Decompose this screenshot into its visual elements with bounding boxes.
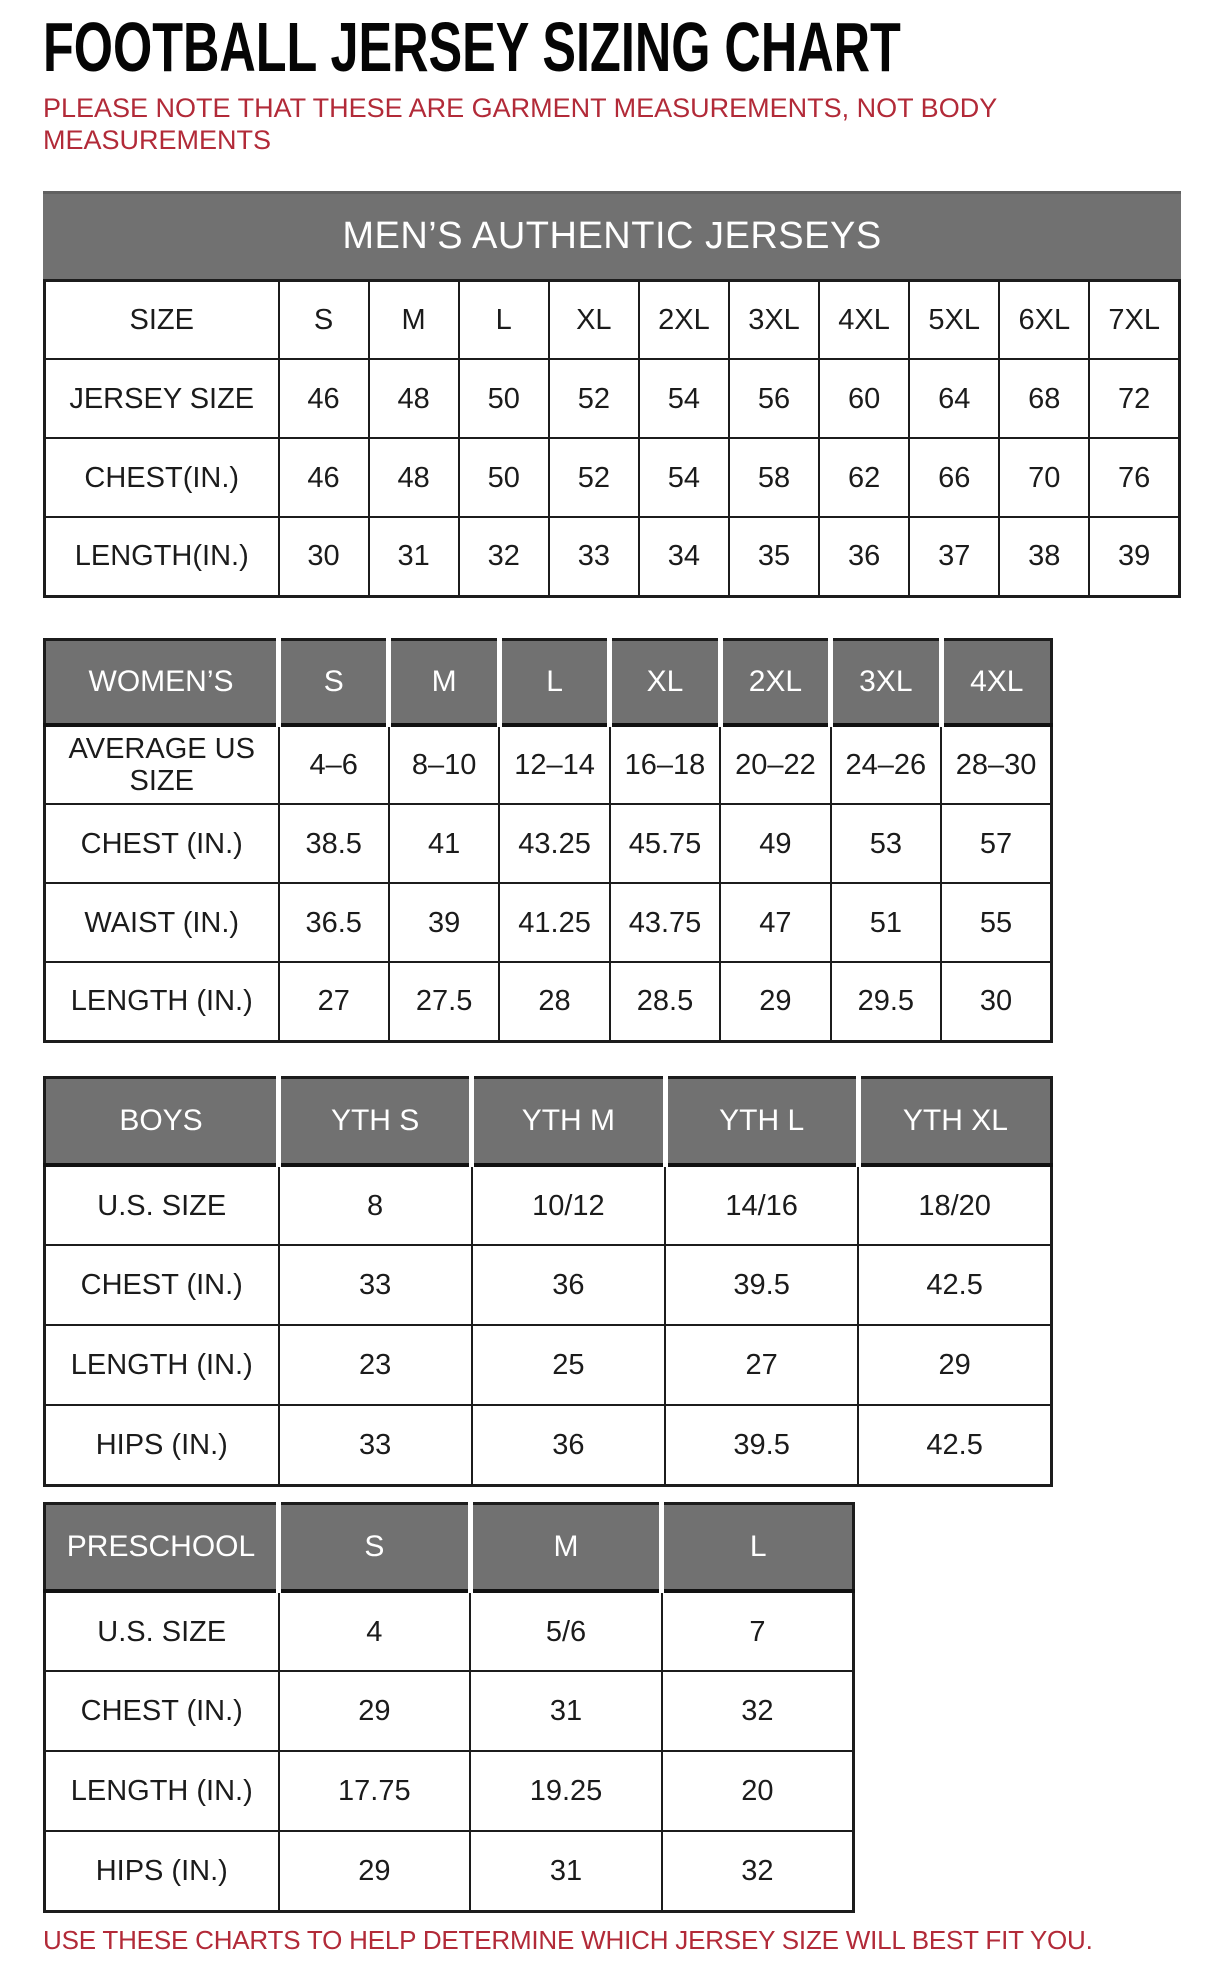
value-cell: 66 xyxy=(909,438,999,517)
value-cell: 29.5 xyxy=(831,962,941,1041)
preschool-table-row xyxy=(45,1591,854,1671)
row-label-cell: AVERAGE US SIZE xyxy=(45,725,279,804)
value-cell: 4XL xyxy=(819,280,909,359)
value-cell: 3XL xyxy=(729,280,819,359)
preschool-size-header-cell: M xyxy=(470,1503,662,1591)
value-cell: 38.5 xyxy=(279,804,389,883)
men-table-row xyxy=(45,438,1180,517)
value-cell: S xyxy=(279,280,369,359)
row-label-cell: WAIST (IN.) xyxy=(45,883,279,962)
women-table-row xyxy=(45,883,1052,962)
value-cell: 37 xyxy=(909,517,999,596)
women-size-header-cell: 4XL xyxy=(941,639,1051,725)
value-cell: 38 xyxy=(999,517,1089,596)
preschool-size-header-cell: S xyxy=(279,1503,471,1591)
row-label-cell: U.S. SIZE xyxy=(45,1591,279,1671)
row-label-cell: LENGTH (IN.) xyxy=(45,1751,279,1831)
value-cell: 6XL xyxy=(999,280,1089,359)
value-cell: 28.5 xyxy=(610,962,720,1041)
value-cell: M xyxy=(369,280,459,359)
row-label-cell: CHEST (IN.) xyxy=(45,804,279,883)
page-title-text: FOOTBALL JERSEY SIZING CHART xyxy=(43,8,901,86)
value-cell: 29 xyxy=(720,962,830,1041)
value-cell: 8–10 xyxy=(389,725,499,804)
value-cell: XL xyxy=(549,280,639,359)
value-cell: 43.75 xyxy=(610,883,720,962)
preschool-header-row xyxy=(45,1503,854,1591)
value-cell: 52 xyxy=(549,359,639,438)
value-cell: 18/20 xyxy=(858,1165,1051,1245)
value-cell: 36 xyxy=(819,517,909,596)
value-cell: 7XL xyxy=(1089,280,1179,359)
value-cell: 20 xyxy=(662,1751,854,1831)
row-label-cell: CHEST(IN.) xyxy=(45,438,279,517)
value-cell: 48 xyxy=(369,359,459,438)
value-cell: 58 xyxy=(729,438,819,517)
value-cell: 45.75 xyxy=(610,804,720,883)
value-cell: 51 xyxy=(831,883,941,962)
boys-sizing-table xyxy=(43,1076,1053,1487)
value-cell: 64 xyxy=(909,359,999,438)
value-cell: 42.5 xyxy=(858,1405,1051,1485)
value-cell: 19.25 xyxy=(470,1751,662,1831)
mens-sizing-table xyxy=(43,279,1181,598)
women-header-label: WOMEN’S xyxy=(45,639,279,725)
value-cell: 12–14 xyxy=(499,725,609,804)
value-cell: 53 xyxy=(831,804,941,883)
value-cell: 14/16 xyxy=(665,1165,858,1245)
value-cell: 50 xyxy=(459,438,549,517)
value-cell: 57 xyxy=(941,804,1051,883)
women-table-row xyxy=(45,804,1052,883)
value-cell: 23 xyxy=(279,1325,472,1405)
value-cell: 25 xyxy=(472,1325,665,1405)
value-cell: 29 xyxy=(279,1831,471,1911)
value-cell: 52 xyxy=(549,438,639,517)
value-cell: 36.5 xyxy=(279,883,389,962)
row-label-cell: HIPS (IN.) xyxy=(45,1405,279,1485)
value-cell: 27 xyxy=(665,1325,858,1405)
value-cell: 39 xyxy=(389,883,499,962)
row-label-cell: LENGTH (IN.) xyxy=(45,1325,279,1405)
page-title xyxy=(43,8,1220,86)
value-cell: 36 xyxy=(472,1245,665,1325)
value-cell: 39 xyxy=(1089,517,1179,596)
boys-table-row xyxy=(45,1405,1052,1485)
value-cell: 7 xyxy=(662,1591,854,1671)
preschool-table-row xyxy=(45,1831,854,1911)
value-cell: 27.5 xyxy=(389,962,499,1041)
value-cell: 33 xyxy=(549,517,639,596)
row-label-cell: HIPS (IN.) xyxy=(45,1831,279,1911)
row-label-cell: U.S. SIZE xyxy=(45,1165,279,1245)
value-cell: 54 xyxy=(639,438,729,517)
value-cell: 29 xyxy=(279,1671,471,1751)
value-cell: 39.5 xyxy=(665,1405,858,1485)
value-cell: 36 xyxy=(472,1405,665,1485)
boys-size-header-cell: YTH M xyxy=(472,1077,665,1165)
row-label-cell: LENGTH (IN.) xyxy=(45,962,279,1041)
value-cell: 47 xyxy=(720,883,830,962)
value-cell: 33 xyxy=(279,1405,472,1485)
value-cell: 42.5 xyxy=(858,1245,1051,1325)
row-label-cell: SIZE xyxy=(45,280,279,359)
sizing-chart-page xyxy=(0,8,1220,1956)
value-cell: 33 xyxy=(279,1245,472,1325)
boys-header-label: BOYS xyxy=(45,1077,279,1165)
value-cell: L xyxy=(459,280,549,359)
boys-table-row xyxy=(45,1245,1052,1325)
value-cell: 31 xyxy=(470,1831,662,1911)
preschool-sizing-table xyxy=(43,1502,855,1913)
women-size-header-cell: XL xyxy=(610,639,720,725)
value-cell: 41.25 xyxy=(499,883,609,962)
boys-table-row xyxy=(45,1325,1052,1405)
women-header-row xyxy=(45,639,1052,725)
footer-note: USE THESE CHARTS TO HELP DETERMINE WHICH JERSEY SIZE WILL BEST FIT YOU. xyxy=(43,1924,1093,1955)
value-cell: 30 xyxy=(941,962,1051,1041)
value-cell: 20–22 xyxy=(720,725,830,804)
women-size-header-cell: M xyxy=(389,639,499,725)
value-cell: 28–30 xyxy=(941,725,1051,804)
value-cell: 5/6 xyxy=(470,1591,662,1671)
value-cell: 49 xyxy=(720,804,830,883)
value-cell: 39.5 xyxy=(665,1245,858,1325)
value-cell: 8 xyxy=(279,1165,472,1245)
men-table-row xyxy=(45,517,1180,596)
value-cell: 27 xyxy=(279,962,389,1041)
boys-size-header-cell: YTH XL xyxy=(858,1077,1051,1165)
womens-sizing-table xyxy=(43,638,1053,1043)
value-cell: 41 xyxy=(389,804,499,883)
preschool-size-header-cell: L xyxy=(662,1503,854,1591)
value-cell: 29 xyxy=(858,1325,1051,1405)
boys-size-header-cell: YTH S xyxy=(279,1077,472,1165)
value-cell: 56 xyxy=(729,359,819,438)
preschool-table-row xyxy=(45,1751,854,1831)
value-cell: 48 xyxy=(369,438,459,517)
value-cell: 43.25 xyxy=(499,804,609,883)
men-table-row xyxy=(45,359,1180,438)
value-cell: 17.75 xyxy=(279,1751,471,1831)
women-table-row xyxy=(45,962,1052,1041)
value-cell: 2XL xyxy=(639,280,729,359)
women-size-header-cell: 2XL xyxy=(720,639,830,725)
boys-header-row xyxy=(45,1077,1052,1165)
women-size-header-cell: L xyxy=(499,639,609,725)
women-size-header-cell: 3XL xyxy=(831,639,941,725)
value-cell: 76 xyxy=(1089,438,1179,517)
value-cell: 35 xyxy=(729,517,819,596)
value-cell: 30 xyxy=(279,517,369,596)
value-cell: 46 xyxy=(279,438,369,517)
value-cell: 55 xyxy=(941,883,1051,962)
preschool-header-label: PRESCHOOL xyxy=(45,1503,279,1591)
row-label-cell: LENGTH(IN.) xyxy=(45,517,279,596)
value-cell: 32 xyxy=(459,517,549,596)
value-cell: 31 xyxy=(470,1671,662,1751)
garment-measurements-note: PLEASE NOTE THAT THESE ARE GARMENT MEASUREMENTS, NOT BODY MEASUREMENTS xyxy=(43,93,997,156)
value-cell: 62 xyxy=(819,438,909,517)
preschool-table-row xyxy=(45,1671,854,1751)
value-cell: 24–26 xyxy=(831,725,941,804)
value-cell: 46 xyxy=(279,359,369,438)
value-cell: 4 xyxy=(279,1591,471,1671)
value-cell: 54 xyxy=(639,359,729,438)
value-cell: 50 xyxy=(459,359,549,438)
value-cell: 72 xyxy=(1089,359,1179,438)
women-table-row xyxy=(45,725,1052,804)
boys-table-row xyxy=(45,1165,1052,1245)
value-cell: 34 xyxy=(639,517,729,596)
value-cell: 32 xyxy=(662,1671,854,1751)
value-cell: 5XL xyxy=(909,280,999,359)
women-size-header-cell: S xyxy=(279,639,389,725)
value-cell: 70 xyxy=(999,438,1089,517)
value-cell: 68 xyxy=(999,359,1089,438)
value-cell: 32 xyxy=(662,1831,854,1911)
value-cell: 16–18 xyxy=(610,725,720,804)
row-label-cell: CHEST (IN.) xyxy=(45,1671,279,1751)
value-cell: 28 xyxy=(499,962,609,1041)
value-cell: 4–6 xyxy=(279,725,389,804)
row-label-cell: JERSEY SIZE xyxy=(45,359,279,438)
boys-size-header-cell: YTH L xyxy=(665,1077,858,1165)
men-table-row xyxy=(45,280,1180,359)
mens-authentic-jerseys-banner: MEN’S AUTHENTIC JERSEYS xyxy=(43,191,1181,279)
row-label-cell: CHEST (IN.) xyxy=(45,1245,279,1325)
value-cell: 60 xyxy=(819,359,909,438)
value-cell: 31 xyxy=(369,517,459,596)
value-cell: 10/12 xyxy=(472,1165,665,1245)
